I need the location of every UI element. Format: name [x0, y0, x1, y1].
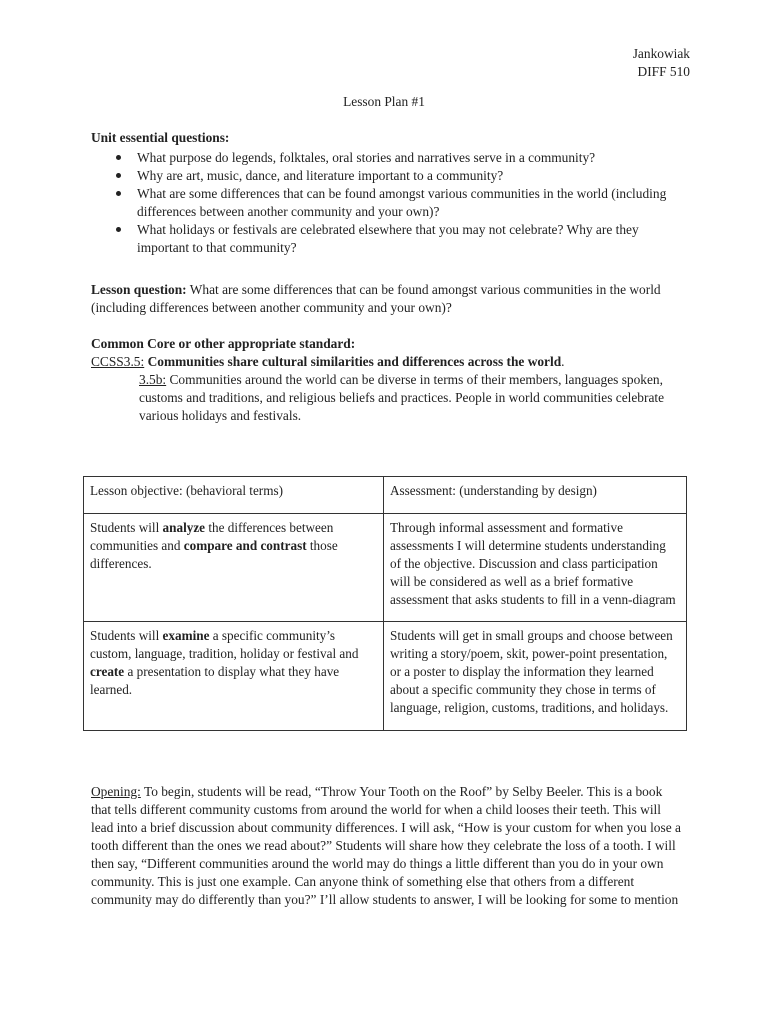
list-item: What purpose do legends, folktales, oral stories and narratives serve in a community?	[91, 149, 681, 167]
author-name: Jankowiak	[632, 46, 690, 61]
table-row	[84, 514, 687, 622]
list-item: Why are art, music, dance, and literature important to a community?	[91, 167, 681, 185]
standard-code: CCSS3.5:	[91, 354, 145, 369]
table-cell-assessment-2: Students will get in small groups and choose between writing a story/poem, skit, power-point presentation, or a poster to display the information they learned about a specific community they chose in terms of language, religion, customs, traditions, and holidays.	[384, 622, 687, 731]
standard-code-text: Communities share cultural similarities and differences across the world	[147, 354, 562, 369]
opening-label: Opening:	[91, 784, 141, 799]
table-row	[84, 622, 687, 731]
course-code: DIFF 510	[637, 64, 690, 79]
lesson-question	[91, 281, 681, 317]
unit-questions-heading: Unit essential questions:	[91, 130, 230, 145]
standard-code-line: CCSS3.5: Communities share cultural similarities and differences across the world.	[91, 354, 565, 369]
table-cell-assessment-1: Through informal assessment and formative assessments I will determine students understanding of the objective. Discussion and class participation will be considered as well as a brief formative assessment that asks students to fill in a venn-diagram	[384, 514, 687, 622]
opening-text: To begin, students will be read, “Throw Your Tooth on the Roof” by Selby Beeler. This is a book that tells different community customs from around the world for when a child looses their teeth. This will lead into a brief discussion about community differences. I will ask, “How is your custom for when you lose a tooth different than the ones we read about?” Students will share how they celebrate the loss of a tooth. I will then say, “Different communities around the world may do things a little different than you do in your own community. This is just one example. Can anyone think of something else that others from a different community may do differently than you?” I’ll allow students to answer, I will be looking for some to mention	[91, 784, 681, 907]
standard-sub-code: 3.5b:	[139, 372, 167, 387]
standard-sub	[139, 371, 679, 425]
list-item: What are some differences that can be found amongst various communities in the world (including differences between another community and your own)?	[91, 185, 681, 221]
standard-sub-text: Communities around the world can be diverse in terms of their members, languages spoken, customs and traditions, and religious beliefs and practices. People in world communities celebrate various holidays and festivals.	[139, 372, 665, 423]
lesson-question-text: What are some differences that can be found amongst various communities in the world (including differences between another community and your own)?	[91, 282, 661, 315]
list-item: What holidays or festivals are celebrated elsewhere that you may not celebrate? Why are they important to that community?	[91, 221, 681, 257]
table-header-objective: Lesson objective: (behavioral terms)	[84, 477, 384, 514]
opening-paragraph	[91, 783, 685, 909]
page-title: Lesson Plan #1	[343, 94, 425, 109]
table-row	[84, 477, 687, 514]
lesson-question-label: Lesson question:	[91, 282, 187, 297]
table-cell-objective-2: Students will examine a specific community’s custom, language, tradition, holiday or festival and create a presentation to display what they have learned.	[84, 622, 384, 731]
unit-questions-list	[91, 149, 681, 257]
table-cell-objective-1: Students will analyze the differences between communities and compare and contrast those differences.	[84, 514, 384, 622]
objective-table	[83, 476, 687, 731]
table-header-assessment: Assessment: (understanding by design)	[384, 477, 687, 514]
standard-heading: Common Core or other appropriate standard:	[91, 336, 356, 351]
